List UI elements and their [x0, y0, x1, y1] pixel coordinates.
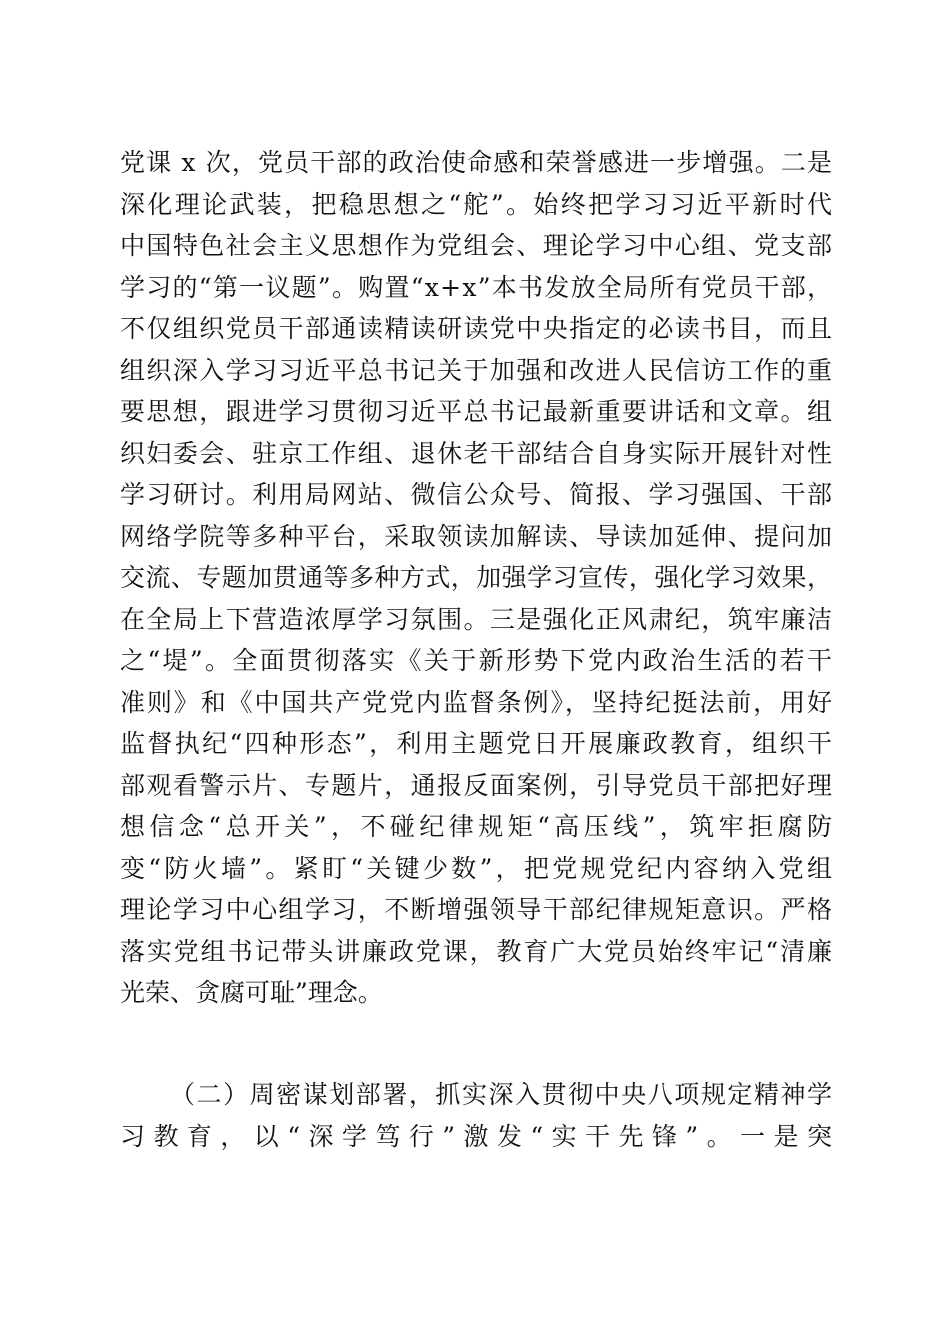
- text-line: 织妇委会、驻京工作组、退休老干部结合自身实际开展针对性: [120, 438, 834, 468]
- text-line: 网络学院等多种平台，采取领读加解读、导读加延伸、提问加: [120, 521, 834, 551]
- body-paragraph-1: [120, 142, 837, 1014]
- text-line: 光荣、贪腐可耻”理念。: [120, 978, 383, 1007]
- body-paragraph-2: [120, 1074, 841, 1157]
- text-line: 交流、专题加贯通等多种方式，加强学习宣传，强化学习效果，: [120, 563, 833, 592]
- text-line: 落实党组书记带头讲廉政党课，教育广大党员始终牢记“清廉: [120, 936, 834, 966]
- text-line: 中国特色社会主义思想作为党组会、理论学习中心组、党支部: [120, 231, 834, 260]
- text-line: 监督执纪“四种形态”，利用主题党日开展廉政教育，组织干: [120, 729, 835, 758]
- text-line: 不仅组织党员干部通读精读研读党中央指定的必读书目，而且: [120, 314, 834, 343]
- text-line: 理论学习中心组学习，不断增强领导干部纪律规矩意识。严格: [120, 895, 834, 924]
- text-line: 要思想，跟进学习贯彻习近平总书记最新重要讲话和文章。组: [120, 397, 834, 426]
- text-line: 学习的“第一议题”。购置“x+x”本书发放全局所有党员干部，: [120, 272, 834, 302]
- text-line: 深化理论武装，把稳思想之“舵”。始终把学习习近平新时代: [120, 189, 835, 219]
- section-heading-line: 习教育，以“深学笃行”激发“实干先锋”。一是突: [120, 1121, 841, 1151]
- text-line: 想信念“总开关”，不碰纪律规矩“高压线”，筑牢拒腐防: [120, 812, 837, 841]
- text-line: 党课 x 次，党员干部的政治使命感和荣誉感进一步增强。二是: [120, 148, 834, 177]
- text-line: 之“堤”。全面贯彻落实《关于新形势下党内政治生活的若干: [120, 646, 835, 675]
- section-heading-line: （二）周密谋划部署，抓实深入贯彻中央八项规定精神学: [170, 1080, 834, 1109]
- text-line: 准则》和《中国共产党党内监督条例》，坚持纪挺法前，用好: [120, 687, 834, 717]
- text-line: 在全局上下营造浓厚学习氛围。三是强化正风肃纪，筑牢廉洁: [120, 604, 834, 634]
- text-line: 变“防火墙”。紧盯“关键少数”，把党规党纪内容纳入党组: [120, 853, 836, 883]
- text-line: 部观看警示片、专题片，通报反面案例，引导党员干部把好理: [120, 770, 834, 800]
- text-line: 学习研讨。利用局网站、微信公众号、简报、学习强国、干部: [120, 480, 834, 509]
- text-line: 组织深入学习习近平总书记关于加强和改进人民信访工作的重: [120, 355, 834, 385]
